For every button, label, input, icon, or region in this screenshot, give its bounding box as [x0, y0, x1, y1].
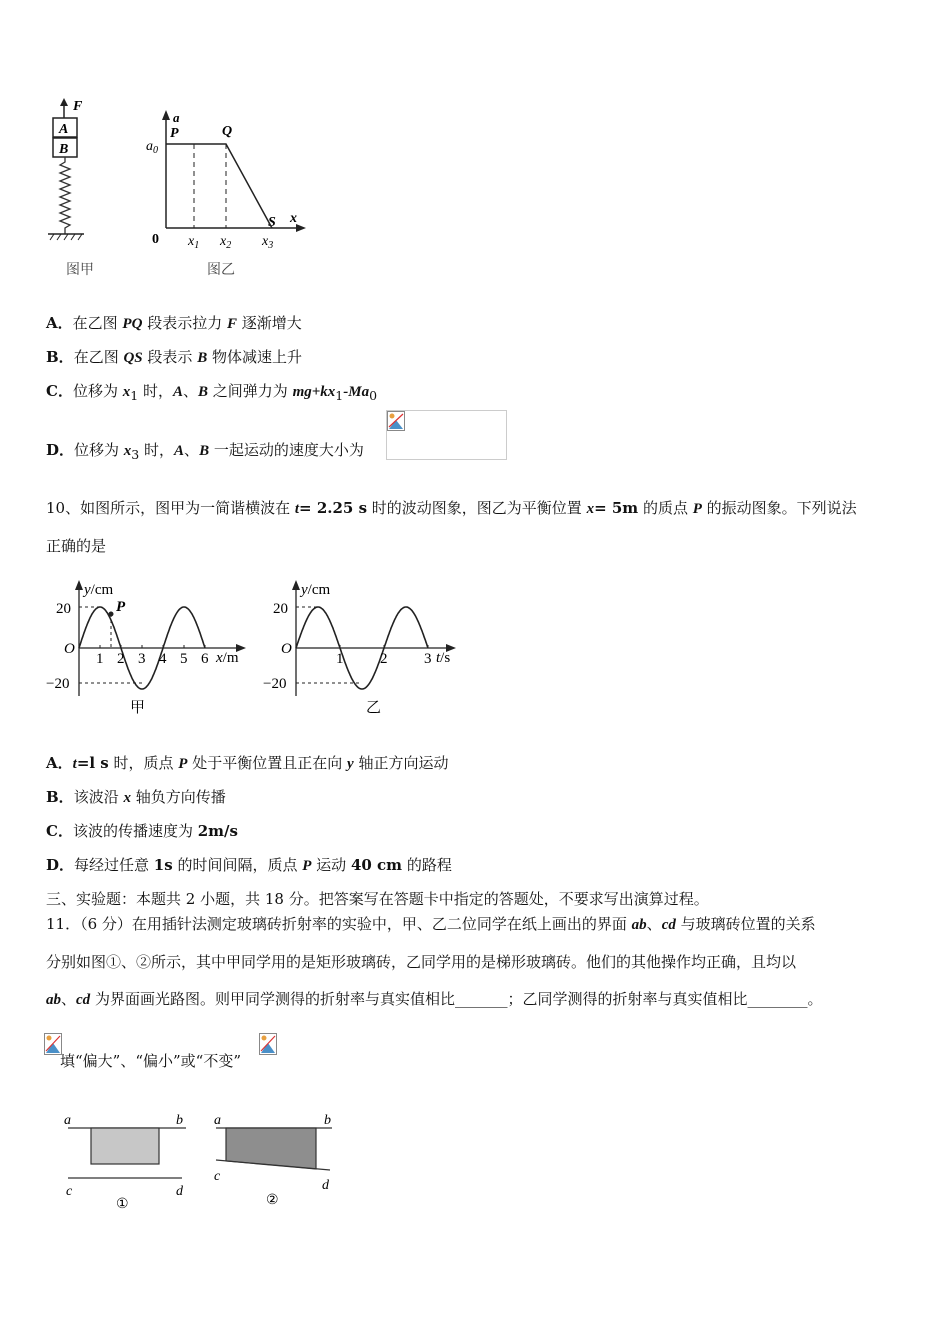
- x1-label: $x_1$: [188, 234, 200, 251]
- label-a: a: [214, 1113, 221, 1128]
- q10-option-a: A．t=l s 时，质点 P 处于平衡位置且正在向 y 轴正方向运动: [46, 754, 449, 772]
- tick-label: 1: [336, 651, 344, 667]
- y-neg-label: −20: [46, 676, 70, 692]
- tick-label: 4: [159, 651, 167, 667]
- q9-option-a: A．在乙图 PQ 段表示拉力 F 逐渐增大: [46, 314, 302, 332]
- label-d: d: [322, 1178, 329, 1193]
- point-s-label: S: [268, 215, 276, 230]
- q10-stem-line2: 正确的是: [46, 537, 107, 555]
- figure-number: ①: [116, 1197, 129, 1212]
- formula-image-placeholder: [386, 410, 507, 460]
- q11-line3: ab、cd 为界面画光路图。则甲同学测得的折射率与真实值相比_______；乙同学测得的折射率与真实值相比________。: [46, 990, 823, 1008]
- y-pos-label: 20: [273, 601, 288, 617]
- t-axis-label: t/s: [436, 650, 451, 666]
- tick-label: 2: [117, 651, 125, 667]
- figure-caption-jia: 甲: [130, 700, 146, 716]
- x-axis-label: x/m: [216, 650, 239, 666]
- glass-figure-2: [206, 1108, 346, 1212]
- point-p-label: P: [116, 599, 126, 615]
- label-b: b: [176, 1113, 183, 1128]
- label-c: c: [66, 1184, 73, 1199]
- tick-label: 6: [201, 651, 209, 667]
- origin-label: O: [281, 641, 292, 657]
- q10-stem-line1: 10、如图所示，图甲为一简谐横波在 t= 2.25 s 时的波动图象，图乙为平衡位置 x= 5m 的质点 P 的振动图象。下列说法: [46, 499, 857, 517]
- axis-x-label: x: [290, 211, 297, 226]
- figure-caption-yi: 乙: [366, 700, 382, 716]
- q11-line2: 分别如图①、②所示，其中甲同学用的是矩形玻璃砖，乙同学用的是梯形玻璃砖。他们的其他操作均正确，且均以: [46, 953, 797, 971]
- x3-label: $x_3$: [262, 234, 274, 251]
- tick-label: 3: [138, 651, 146, 667]
- figure-jia-spring: [40, 96, 100, 246]
- y-axis-label: y/cm: [301, 582, 331, 598]
- q9-option-c: C．位移为 $x_1$ 时，A、B 之间弹力为 $mg+kx_1-Ma_0$: [46, 382, 378, 403]
- y-axis-label: y/cm: [84, 582, 114, 598]
- figure-yi-graph: [140, 108, 310, 253]
- point-p: [109, 612, 114, 617]
- label-a: a: [64, 1113, 71, 1128]
- origin-label: 0: [152, 232, 159, 247]
- q11-hint: 填“偏大”、“偏小”或“不变”: [60, 1052, 242, 1070]
- point-p-label: P: [170, 126, 179, 141]
- block-a-label: A: [59, 122, 69, 137]
- y-neg-label: −20: [263, 676, 287, 692]
- a0-label: $a_0$: [146, 139, 158, 156]
- point-q-label: Q: [222, 124, 233, 139]
- rectangular-glass-block: [91, 1128, 159, 1164]
- label-c: c: [214, 1169, 221, 1184]
- figure-jia-caption: 图甲: [66, 262, 94, 278]
- tick-label: 3: [424, 651, 432, 667]
- glass-figure-1: [58, 1108, 198, 1212]
- q10-option-c: C．该波的传播速度为 2m/s: [46, 822, 238, 840]
- q9-option-d: D．位移为 $x_3$ 时，A、B 一起运动的速度大小为: [46, 441, 364, 462]
- q9-option-b: B．在乙图 QS 段表示 B 物体减速上升: [46, 348, 302, 366]
- q10-option-b: B．该波沿 x 轴负方向传播: [46, 788, 226, 806]
- tick-label: 5: [180, 651, 188, 667]
- trapezoid-glass-block: [226, 1128, 316, 1169]
- section-3-title: 三、实验题：本题共 2 小题，共 18 分。把答案写在答题卡中指定的答题处，不要求写出演算过程。: [46, 890, 709, 908]
- label-b: b: [324, 1113, 331, 1128]
- y-pos-label: 20: [56, 601, 71, 617]
- label-d: d: [176, 1184, 183, 1199]
- wave-graph-jia: [44, 578, 254, 718]
- q11-line1: 11．（6 分）在用插针法测定玻璃砖折射率的实验中，甲、乙二位同学在纸上画出的界面 ab、cd 与玻璃砖位置的关系: [46, 915, 816, 933]
- x2-label: $x_2$: [220, 234, 232, 251]
- answer-blank-2: ________: [747, 990, 808, 1008]
- figure-yi-caption: 图乙: [207, 262, 235, 278]
- block-b-label: B: [59, 142, 69, 157]
- q10-option-d: D．每经过任意 1s 的时间间隔，质点 P 运动 40 cm 的路程: [46, 856, 452, 874]
- broken-image-icon: [259, 1033, 277, 1055]
- figure-number: ②: [266, 1193, 279, 1208]
- tick-label: 2: [380, 651, 388, 667]
- broken-image-icon: [387, 411, 405, 431]
- force-label: F: [73, 99, 83, 114]
- axis-a-label: a: [173, 110, 180, 125]
- origin-label: O: [64, 641, 75, 657]
- tick-label: 1: [96, 651, 104, 667]
- vibration-graph-yi: [260, 578, 470, 718]
- answer-blank-1: _______: [454, 990, 508, 1008]
